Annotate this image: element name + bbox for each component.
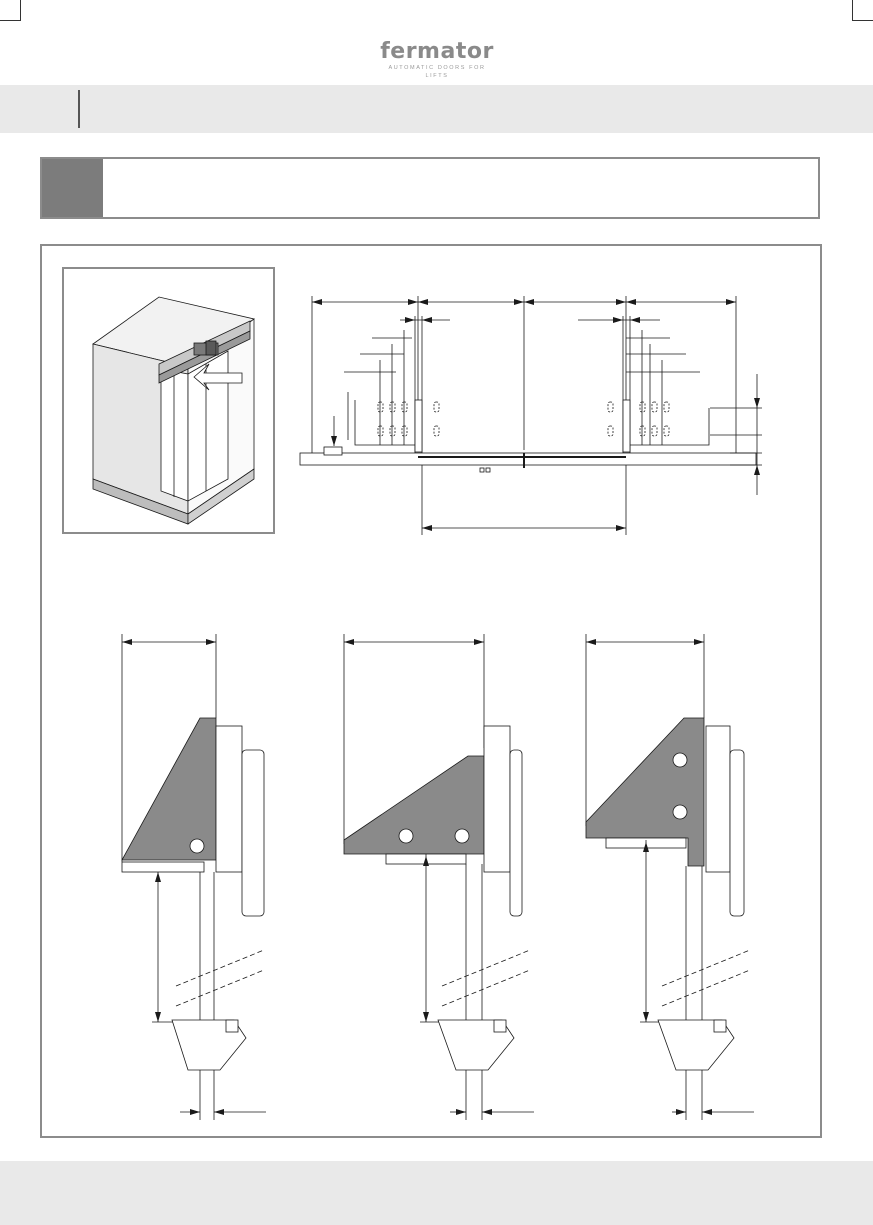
brand-name: fermator bbox=[380, 39, 494, 64]
bracket-section-c bbox=[576, 630, 756, 1120]
iso-view-drawing bbox=[64, 269, 273, 532]
section-title-box bbox=[40, 157, 820, 219]
crop-mark-top-left bbox=[0, 0, 21, 21]
section-number-box bbox=[42, 159, 103, 217]
bracket-section-b bbox=[334, 630, 534, 1120]
iso-view-frame bbox=[62, 267, 275, 534]
bracket-section-a bbox=[110, 630, 280, 1120]
crop-mark-top-right bbox=[852, 0, 873, 21]
front-view-drawing bbox=[300, 290, 770, 530]
footer-band bbox=[0, 1161, 873, 1225]
brand-tagline: AUTOMATIC DOORS FOR LIFTS bbox=[388, 65, 486, 79]
header-band bbox=[0, 85, 873, 133]
header-divider bbox=[78, 90, 80, 128]
brand-logo bbox=[378, 39, 496, 79]
